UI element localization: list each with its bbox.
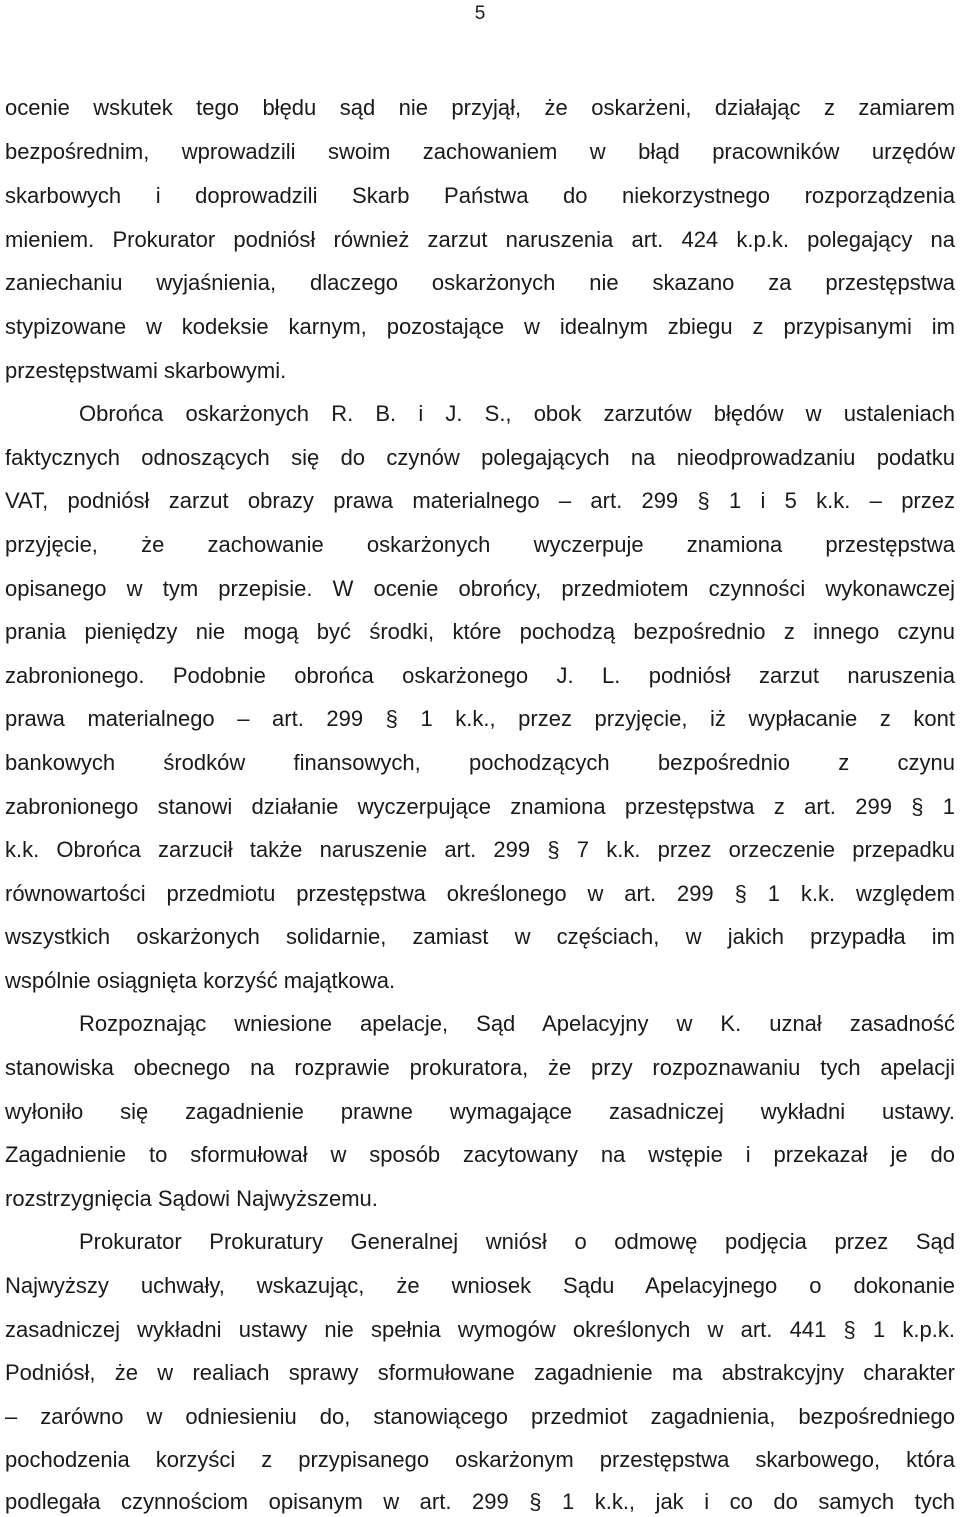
text-line: Podniósł, że w realiach sprawy sformułowane zagadnienie ma abstrakcyjny charakter: [5, 1360, 955, 1385]
text-line: pochodzenia korzyści z przypisanego oskarżonym przestępstwa skarbowego, która: [5, 1447, 955, 1472]
text-line: wyłoniło się zagadnienie prawne wymagające zasadniczej wykładni ustawy.: [5, 1099, 955, 1124]
text-line: Obrońca oskarżonych R. B. i J. S., obok zarzutów błędów w ustaleniach: [79, 401, 955, 426]
text-line: Prokurator Prokuratury Generalnej wniósł o odmowę podjęcia przez Sąd: [79, 1229, 955, 1254]
text-line: faktycznych odnoszących się do czynów polegających na nieodprowadzaniu podatku: [5, 445, 955, 470]
page-number: 5: [474, 3, 486, 24]
text-line: Najwyższy uchwały, wskazując, że wniosek Sądu Apelacyjnego o dokonanie: [5, 1273, 955, 1298]
text-line: – zarówno w odniesieniu do, stanowiącego przedmiot zagadnienia, bezpośredniego: [5, 1404, 955, 1429]
text-line: zaniechaniu wyjaśnienia, dlaczego oskarżonych nie skazano za przestępstwa: [5, 270, 955, 295]
text-line: przestępstwami skarbowymi.: [5, 358, 287, 383]
text-line: zasadniczej wykładni ustawy nie spełnia wymogów określonych w art. 441 § 1 k.p.k.: [5, 1317, 955, 1342]
text-line: prania pieniędzy nie mogą być środki, które pochodzą bezpośrednio z innego czynu: [5, 619, 955, 644]
text-line: zabronionego stanowi działanie wyczerpujące znamiona przestępstwa z art. 299 § 1: [5, 794, 955, 819]
text-line: zabronionego. Podobnie obrońca oskarżonego J. L. podniósł zarzut naruszenia: [5, 663, 955, 688]
text-line: podlegała czynnościom opisanym w art. 299 § 1 k.k., jak i co do samych tych: [5, 1489, 955, 1514]
text-line: VAT, podniósł zarzut obrazy prawa materialnego – art. 299 § 1 i 5 k.k. – przez: [5, 488, 955, 513]
text-line: stypizowane w kodeksie karnym, pozostające w idealnym zbiegu z przypisanymi im: [5, 314, 955, 339]
text-line: prawa materialnego – art. 299 § 1 k.k., przez przyjęcie, iż wypłacanie z kont: [5, 706, 955, 731]
text-line: rozstrzygnięcia Sądowi Najwyższemu.: [5, 1186, 378, 1211]
text-line: mieniem. Prokurator podniósł również zarzut naruszenia art. 424 k.p.k. polegający na: [5, 227, 955, 252]
text-line: stanowiska obecnego na rozprawie prokuratora, że przy rozpoznawaniu tych apelacji: [5, 1055, 955, 1080]
text-line: bankowych środków finansowych, pochodzących bezpośrednio z czynu: [5, 750, 955, 775]
text-line: bezpośrednim, wprowadzili swoim zachowaniem w błąd pracowników urzędów: [5, 139, 955, 164]
text-line: skarbowych i doprowadzili Skarb Państwa do niekorzystnego rozporządzenia: [5, 183, 955, 208]
text-line: wspólnie osiągnięta korzyść majątkowa.: [5, 968, 396, 993]
text-line: ocenie wskutek tego błędu sąd nie przyjął, że oskarżeni, działając z zamiarem: [5, 95, 955, 120]
text-line: opisanego w tym przepisie. W ocenie obrońcy, przedmiotem czynności wykonawczej: [5, 576, 955, 601]
text-line: wszystkich oskarżonych solidarnie, zamiast w częściach, w jakich przypadła im: [5, 924, 955, 949]
text-line: równowartości przedmiotu przestępstwa określonego w art. 299 § 1 k.k. względem: [5, 881, 955, 906]
text-line: przyjęcie, że zachowanie oskarżonych wyczerpuje znamiona przestępstwa: [5, 532, 955, 557]
text-line: Zagadnienie to sformułował w sposób zacytowany na wstępie i przekazał je do: [5, 1142, 955, 1167]
text-line: k.k. Obrońca zarzucił także naruszenie art. 299 § 7 k.k. przez orzeczenie przepadku: [5, 837, 955, 862]
text-line: Rozpoznając wniesione apelacje, Sąd Apelacyjny w K. uznał zasadność: [79, 1011, 955, 1036]
